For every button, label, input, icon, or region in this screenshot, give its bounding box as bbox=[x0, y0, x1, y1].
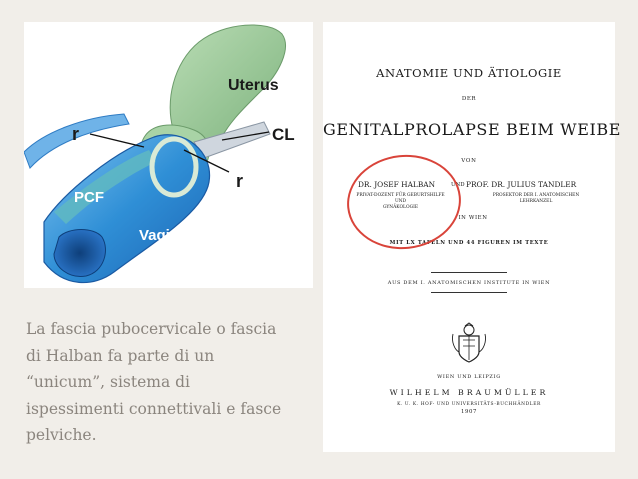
vagina-label: Vagina bbox=[139, 227, 188, 244]
title-von: VON bbox=[461, 158, 477, 164]
figures-line: MIT LX TAFELN UND 44 FIGUREN IM TEXTE bbox=[389, 240, 549, 246]
author2-affiliation-line: PROSEKTOR DER I. ANATOMISCHEN bbox=[492, 193, 580, 198]
uterus-label: Uterus bbox=[228, 77, 279, 94]
institute-line: AUS DEM I. ANATOMISCHEN INSTITUTE IN WIEN bbox=[387, 280, 551, 286]
caption-line: “unicum”, sistema di bbox=[26, 373, 190, 391]
pcf-label: PCF bbox=[74, 189, 104, 206]
author-tandler: PROF. DR. JULIUS TANDLER bbox=[466, 180, 577, 189]
author1-affiliation-line: GYNÄKOLOGIE bbox=[382, 205, 419, 210]
author1-affiliation-line: PRIVAT-DOZENT FÜR GEBURTSHILFE UND bbox=[356, 193, 445, 204]
caption-line: di Halban fa parte di un bbox=[26, 346, 215, 365]
highlight-circle bbox=[342, 149, 465, 254]
cl-label: CL bbox=[272, 125, 295, 144]
title-line-1: ANATOMIE UND ÄTIOLOGIE bbox=[376, 66, 562, 80]
publisher-sub: K. U. K. HOF- UND UNIVERSITÄTS-BUCHHÄNDLER bbox=[397, 402, 541, 407]
publisher-crest-icon bbox=[449, 322, 489, 364]
divider bbox=[431, 292, 507, 293]
author2-affiliation bbox=[481, 193, 591, 205]
city-line: WIEN UND LEIPZIG bbox=[437, 374, 501, 380]
caption-line: pelviche. bbox=[26, 426, 97, 444]
book-title-page bbox=[323, 22, 622, 452]
r-label-right: r bbox=[236, 171, 244, 191]
publisher-name: WILHELM BRAUMÜLLER bbox=[389, 388, 549, 397]
divider bbox=[431, 272, 507, 273]
author-halban: DR. JOSEF HALBAN bbox=[358, 180, 436, 189]
anatomy-illustration bbox=[24, 22, 313, 288]
in-wien: IN WIEN bbox=[458, 215, 488, 221]
year: 1907 bbox=[460, 409, 478, 415]
vaginal-opening bbox=[54, 230, 105, 277]
caption-line: La fascia pubocervicale o fascia bbox=[26, 320, 277, 338]
title-der: DER bbox=[461, 96, 477, 102]
caption-line: ispessimenti connettivali e fasce bbox=[26, 399, 282, 418]
title-line-2: GENITALPROLAPSE BEIM WEIBE bbox=[323, 120, 622, 139]
pelvic-fascia-diagram bbox=[24, 22, 313, 288]
r-label-left: r bbox=[72, 124, 80, 144]
author2-affiliation-line: LEHRKANZEL bbox=[519, 199, 553, 204]
author-und: UND bbox=[451, 182, 465, 188]
caption-text bbox=[26, 316, 318, 449]
